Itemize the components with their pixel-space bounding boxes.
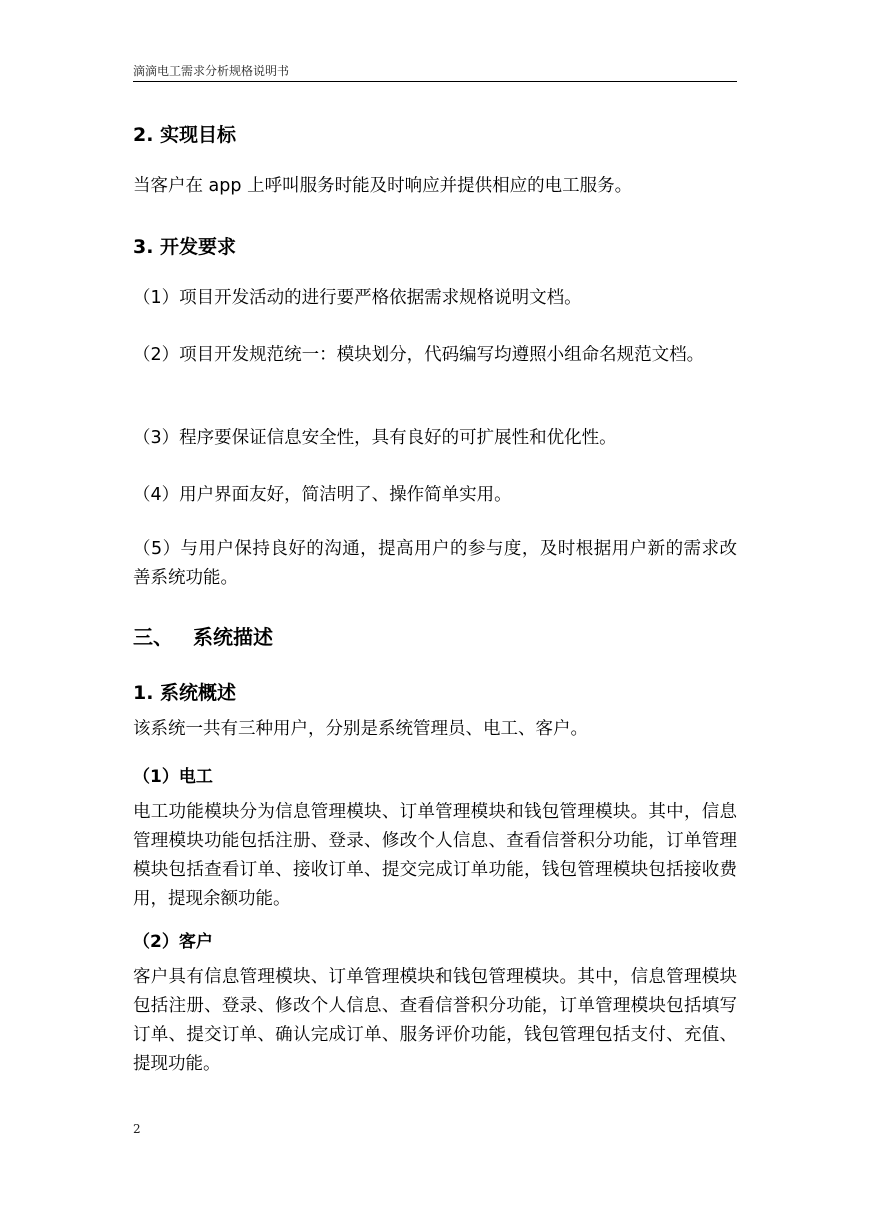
requirement-item-3: （3）程序要保证信息安全性，具有良好的可扩展性和优化性。: [133, 428, 617, 448]
electrician-heading: （1）电工: [133, 767, 213, 787]
customer-paragraph: 客户具有信息管理模块、订单管理模块和钱包管理模块。其中，信息管理模块包括注册、登录、修改个人信息、查看信誉积分功能，订单管理模块包括填写订单、提交订单、确认完成订单、服务评价功能，钱包管理包括支付、充值、提现功能。: [133, 967, 737, 1074]
overview-heading: 1. 系统概述: [133, 682, 237, 704]
running-header: 滴滴电工需求分析规格说明书: [133, 64, 290, 78]
chapter-title: 系统描述: [193, 625, 273, 649]
chapter-heading: [133, 621, 273, 650]
requirement-item-1: （1）项目开发活动的进行要严格依据需求规格说明文档。: [133, 288, 582, 308]
overview-intro: 该系统一共有三种用户，分别是系统管理员、电工、客户。: [133, 719, 588, 739]
electrician-paragraph: 电工功能模块分为信息管理模块、订单管理模块和钱包管理模块。其中，信息管理模块功能包括注册、登录、修改个人信息、查看信誉积分功能，订单管理模块包括查看订单、接收订单、提交完成订单功能，钱包管理模块包括接收费用，提现余额功能。: [133, 802, 737, 909]
goals-paragraph: 当客户在 app 上呼叫服务时能及时响应并提供相应的电工服务。: [133, 176, 633, 196]
requirement-item-4: （4）用户界面友好，简洁明了、操作简单实用。: [133, 485, 512, 505]
requirement-item-5: （5）与用户保持良好的沟通，提高用户的参与度，及时根据用户新的需求改善系统功能。: [133, 539, 737, 588]
page-number: 2: [133, 1122, 141, 1136]
section-heading-requirements: 3. 开发要求: [133, 236, 237, 258]
section-heading-goals: 2. 实现目标: [133, 124, 237, 146]
customer-heading: （2）客户: [133, 932, 213, 952]
requirement-item-2: （2）项目开发规范统一：模块划分，代码编写均遵照小组命名规范文档。: [133, 345, 705, 365]
chapter-number: 三、: [133, 625, 173, 649]
header-rule: [133, 81, 737, 82]
